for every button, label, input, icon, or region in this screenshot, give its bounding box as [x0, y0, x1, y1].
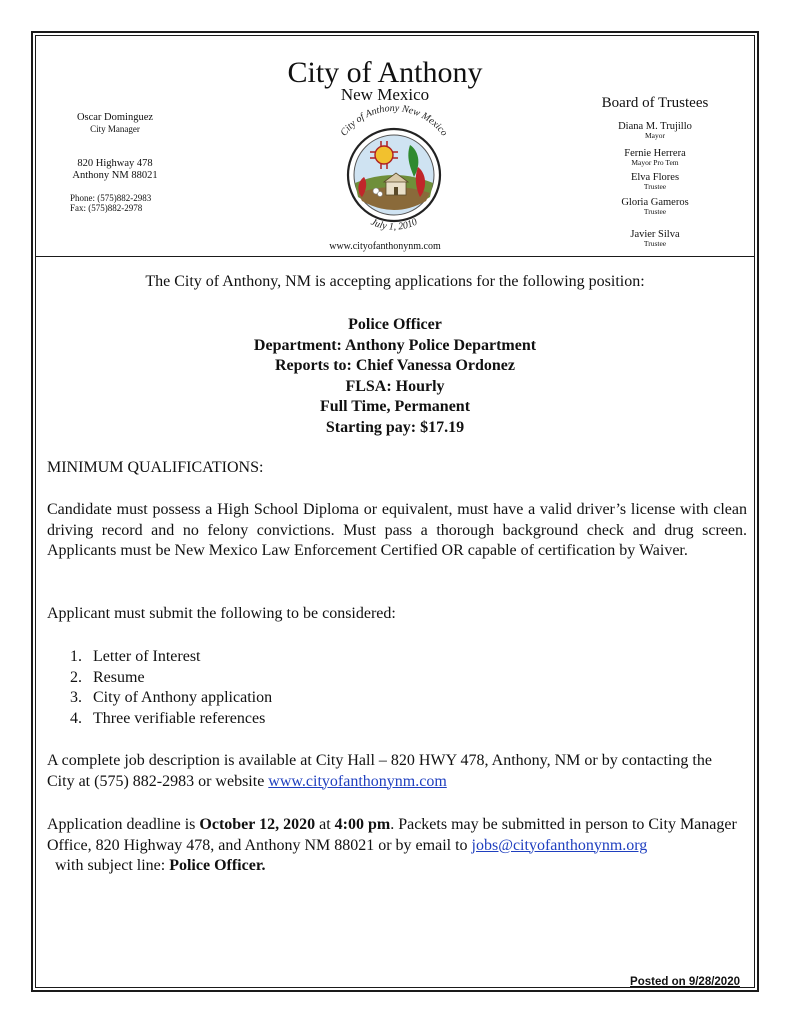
- trustee-role: Mayor Pro Tem: [631, 158, 679, 167]
- website-link[interactable]: www.cityofanthonynm.com: [268, 772, 447, 790]
- trustee-4: [590, 229, 720, 248]
- job-description-text: A complete job description is available at City Hall – 820 HWY 478, Anthony, NM or by contacting the City at (575) 882-2983 or website: [47, 752, 712, 790]
- trustee-role: Trustee: [643, 207, 667, 216]
- trustee-name: Javier Silva: [630, 229, 680, 240]
- qualifications-heading: MINIMUM QUALIFICATIONS:: [47, 459, 264, 476]
- qualifications-paragraph: Candidate must possess a High School Diploma or equivalent, must have a valid driver’s license with clean driving record and no felony convictions. Must pass a thorough background check and drug screen. Applicants must be New Mexico Law Enforcement Certified OR capable of certification by Waiver.: [47, 501, 747, 559]
- phone-number: Phone: (575)882-2983: [70, 193, 152, 203]
- position-title: Police Officer: [348, 316, 442, 333]
- city-seal-graphic: [318, 105, 468, 240]
- intro-text: The City of Anthony, NM is accepting applications for the following position:: [145, 273, 645, 290]
- address-block: [50, 158, 180, 182]
- manager-block: [50, 112, 180, 134]
- board-block: [590, 94, 720, 112]
- subject-line: Police Officer.: [169, 857, 266, 874]
- city-title: City of Anthony: [287, 56, 483, 89]
- position-details: [50, 315, 740, 438]
- address-line1: 820 Highway 478: [77, 158, 153, 169]
- state-subtitle: New Mexico: [340, 85, 430, 104]
- address-line2: Anthony NM 88021: [72, 170, 158, 181]
- board-title: Board of Trustees: [601, 95, 709, 111]
- subject-prefix: with subject line:: [47, 857, 170, 874]
- trustee-role: Trustee: [643, 239, 667, 248]
- list-text: Three verifiable references: [93, 709, 266, 727]
- position-reports-to: Reports to: Chief Vanessa Ordonez: [275, 357, 515, 374]
- list-text: City of Anthony application: [93, 689, 273, 706]
- submission-intro: Applicant must submit the following to be considered:: [47, 605, 396, 622]
- list-text: Resume: [93, 668, 145, 686]
- position-flsa: FLSA: Hourly: [345, 377, 445, 395]
- email-link[interactable]: jobs@cityofanthonynm.org: [471, 836, 648, 854]
- contact-block: [70, 193, 190, 213]
- deadline-prefix: Application deadline is: [47, 816, 200, 833]
- list-text: Letter of Interest: [93, 648, 201, 665]
- trustee-name: Fernie Herrera: [624, 148, 686, 159]
- trustee-3: [590, 197, 720, 216]
- list-number: 3.: [70, 689, 82, 706]
- position-pay: Starting pay: $17.19: [325, 418, 465, 436]
- deadline-paragraph: [47, 815, 737, 877]
- trustee-name: Gloria Gameros: [621, 197, 689, 208]
- zia-sun-icon: [375, 146, 393, 164]
- trustee-1: [590, 148, 720, 167]
- seal-date-text: July 1, 2010: [368, 216, 420, 233]
- trustee-name: Diana M. Trujillo: [618, 121, 692, 132]
- list-item: [70, 647, 470, 668]
- list-number: 2.: [70, 668, 82, 686]
- seal-arc-text: City of Anthony New Mexico: [338, 105, 450, 139]
- trustee-role: Trustee: [643, 182, 667, 191]
- cotton-icon: [378, 192, 383, 197]
- trustee-name: Elva Flores: [630, 172, 680, 183]
- position-type: Full Time, Permanent: [319, 398, 471, 415]
- fax-number: Fax: (575)882-2978: [70, 203, 143, 213]
- list-number: 4.: [70, 709, 82, 727]
- city-seal: [318, 105, 468, 240]
- deadline-at: at: [315, 816, 335, 833]
- church-door: [394, 187, 398, 195]
- position-department: Department: Anthony Police Department: [253, 336, 537, 354]
- trustee-0: [590, 121, 720, 140]
- posted-date: Posted on 9/28/2020: [630, 976, 740, 988]
- list-item: [70, 709, 470, 730]
- job-description-paragraph: [47, 751, 727, 792]
- header-divider: [35, 256, 755, 257]
- deadline-date: October 12, 2020: [199, 816, 316, 833]
- deadline-time: 4:00 pm: [334, 816, 391, 833]
- manager-title: City Manager: [90, 124, 140, 134]
- manager-name: Oscar Dominguez: [76, 112, 154, 123]
- list-number: 1.: [70, 648, 82, 665]
- deadline-middle: . Packets may be submitted in person to City Manager Office, 820 Highway 478, and Anthony NM 88021 or by email to: [47, 816, 737, 854]
- trustee-role: Mayor: [645, 131, 665, 140]
- submission-list: [70, 647, 470, 729]
- list-item: [70, 688, 470, 709]
- trustee-2: [590, 172, 720, 191]
- list-item: [70, 668, 470, 689]
- header-website: www.cityofanthonynm.com: [329, 241, 441, 252]
